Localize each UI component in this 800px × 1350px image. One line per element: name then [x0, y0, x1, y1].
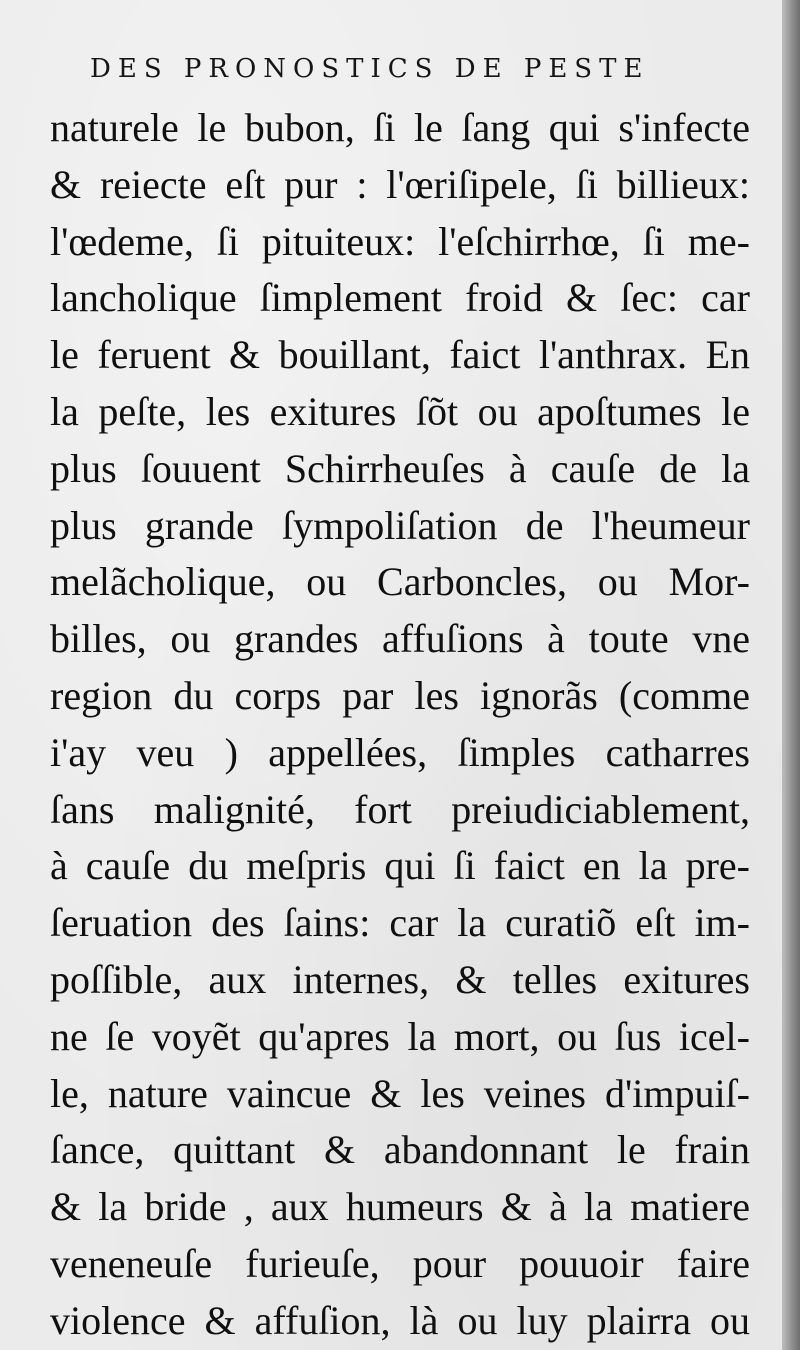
- text-line: poſſible, aux internes, & telles exitures: [50, 956, 750, 1002]
- text-line: ſans malignité, fort preiudiciablement,: [50, 786, 750, 832]
- text-line: billes, ou grandes affuſions à toute vne: [50, 616, 750, 662]
- text-line: à cauſe du meſpris qui ſi faict en la pre-: [50, 843, 750, 889]
- text-line: ſeruation des ſains: car la curatiõ eſt im-: [50, 900, 750, 946]
- text-line: le, nature vaincue & les veines d'impuiſ-: [50, 1070, 750, 1116]
- text-line: naturele le bubon, ſi le ſang qui s'infecte: [50, 105, 750, 150]
- text-line: veneneuſe furieuſe, pour pouuoir faire: [50, 1240, 750, 1286]
- text-line: l'œdeme, ſi pituiteux: l'eſchirrhœ, ſi me-: [50, 218, 750, 264]
- text-line: ne ſe voyẽt qu'apres la mort, ou ſus icel-: [50, 1013, 750, 1059]
- text-line: lancholique ſimplement froid & ſec: car: [50, 275, 750, 321]
- running-head: DES PRONOSTICS DE PESTE: [90, 54, 650, 84]
- text-line: violence & affuſion, là ou luy plairra ou: [50, 1297, 750, 1343]
- text-line: i'ay veu ) appellées, ſimples catharres: [50, 729, 750, 775]
- page-body-text: [50, 100, 750, 1350]
- text-line: region du corps par les ignorãs (comme: [50, 672, 750, 718]
- text-line: le feruent & bouillant, faict l'anthrax. En: [50, 332, 750, 378]
- text-line: & la bride , aux humeurs & à la matiere: [50, 1184, 750, 1230]
- text-line: plus ſouuent Schirrheuſes à cauſe de la: [50, 445, 750, 491]
- text-line: melãcholique, ou Carboncles, ou Mor-: [50, 559, 750, 605]
- text-line: plus grande ſympoliſation de l'heumeur: [50, 502, 750, 548]
- page-edge-shadow: [782, 0, 800, 1350]
- text-line: & reiecte eſt pur : l'œriſipele, ſi billieux:: [50, 161, 750, 207]
- text-line: ſance, quittant & abandonnant le frain: [50, 1127, 750, 1173]
- text-line: la peſte, les exitures ſõt ou apoſtumes le: [50, 388, 750, 434]
